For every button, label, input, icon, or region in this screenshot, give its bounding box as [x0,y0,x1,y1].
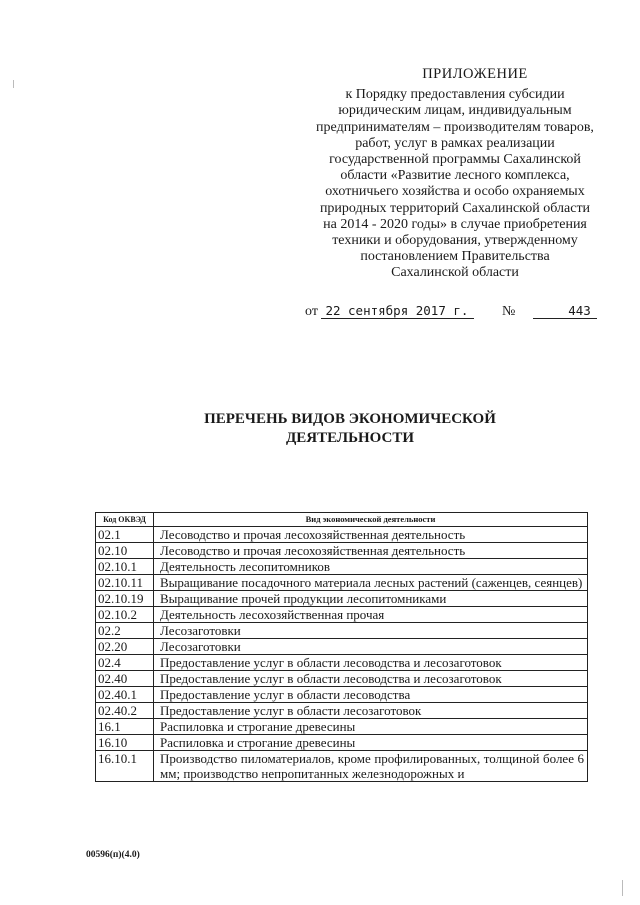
appendix-line: предпринимателям – производителям товаров, [316,119,594,135]
name-column-header: Вид экономической деятельности [154,513,588,527]
scan-speck [622,880,623,896]
okved-code-cell: 02.40.2 [96,703,154,719]
okved-code-cell: 02.40.1 [96,687,154,703]
okved-code-cell: 16.10 [96,735,154,751]
table-row [96,607,588,623]
activity-name-cell: Предоставление услуг в области лесоводства [154,687,588,703]
okved-code-cell: 02.40 [96,671,154,687]
appendix-line: Сахалинской области [391,265,519,281]
resolution-date: 22 сентября 2017 г. [321,303,474,319]
activity-name-cell: Лесоводство и прочая лесохозяйственная деятельность [154,527,588,543]
activity-name-cell: Предоставление услуг в области лесозаготовок [154,703,588,719]
okved-code-cell: 02.10.11 [96,575,154,591]
heading-line: ПЕРЕЧЕНЬ ВИДОВ ЭКОНОМИЧЕСКОЙ [204,411,496,427]
scan-speck [13,80,14,88]
table-row [96,527,588,543]
okved-code-cell: 16.10.1 [96,751,154,782]
from-label: от [305,304,318,319]
activity-name-cell: Предоставление услуг в области лесоводства и лесозаготовок [154,655,588,671]
okved-code-cell: 02.10.2 [96,607,154,623]
table-row [96,703,588,719]
appendix-line: природных территорий Сахалинской области [319,200,591,216]
okved-code-cell: 02.1 [96,527,154,543]
okved-code-cell: 02.10 [96,543,154,559]
resolution-number: 443 [533,303,597,319]
table-row [96,751,588,782]
activity-name-cell: Лесозаготовки [154,623,588,639]
table-row [96,735,588,751]
okved-code-cell: 16.1 [96,719,154,735]
code-column-header: Код ОКВЭД [96,513,154,527]
resolution-reference [305,303,597,320]
document-heading [170,410,530,448]
appendix-line: техники и оборудования, утвержденному [332,233,578,249]
activity-name-cell: Выращивание прочей продукции лесопитомниками [154,591,588,607]
table-row [96,559,588,575]
number-label: № [501,304,516,319]
appendix-line: постановлением Правительства [360,249,550,265]
activity-name-cell: Лесоводство и прочая лесохозяйственная деятельность [154,543,588,559]
appendix-title: ПРИЛОЖЕНИЕ [422,66,528,82]
okved-code-cell: 02.10.19 [96,591,154,607]
appendix-line: к Порядку предоставления субсидии [345,87,565,103]
appendix-line: области «Развитие лесного комплекса, [340,168,570,184]
form-code: 00596(п)(4.0) [86,850,140,860]
activity-name-cell: Распиловка и строгание древесины [154,719,588,735]
table-row [96,687,588,703]
activity-name-cell: Производство пиломатериалов, кроме профилированных, толщиной более 6 мм; производство непропитанных железнодорожных и [154,751,588,782]
appendix-block [300,66,610,282]
table-row [96,671,588,687]
table-row [96,623,588,639]
appendix-line: государственной программы Сахалинской [329,152,581,168]
okved-code-cell: 02.4 [96,655,154,671]
activity-name-cell: Предоставление услуг в области лесоводства и лесозаготовок [154,671,588,687]
appendix-line: на 2014 - 2020 годы» в случае приобретения [323,216,587,232]
okved-code-cell: 02.10.1 [96,559,154,575]
table-row [96,591,588,607]
table-row [96,543,588,559]
table-row [96,655,588,671]
activity-name-cell: Лесозаготовки [154,639,588,655]
appendix-line: охотничьего хозяйства и особо охраняемых [325,184,585,200]
appendix-line: работ, услуг в рамках реализации [355,135,555,151]
table-row [96,719,588,735]
okved-table [95,512,588,782]
activity-name-cell: Выращивание посадочного материала лесных растений (саженцев, сеянцев) [154,575,588,591]
activity-name-cell: Распиловка и строгание древесины [154,735,588,751]
activity-name-cell: Деятельность лесопитомников [154,559,588,575]
okved-code-cell: 02.2 [96,623,154,639]
activity-name-cell: Деятельность лесохозяйственная прочая [154,607,588,623]
table-row [96,639,588,655]
okved-code-cell: 02.20 [96,639,154,655]
table-row [96,575,588,591]
heading-line: ДЕЯТЕЛЬНОСТИ [285,430,415,446]
appendix-line: юридическим лицам, индивидуальным [338,103,572,119]
